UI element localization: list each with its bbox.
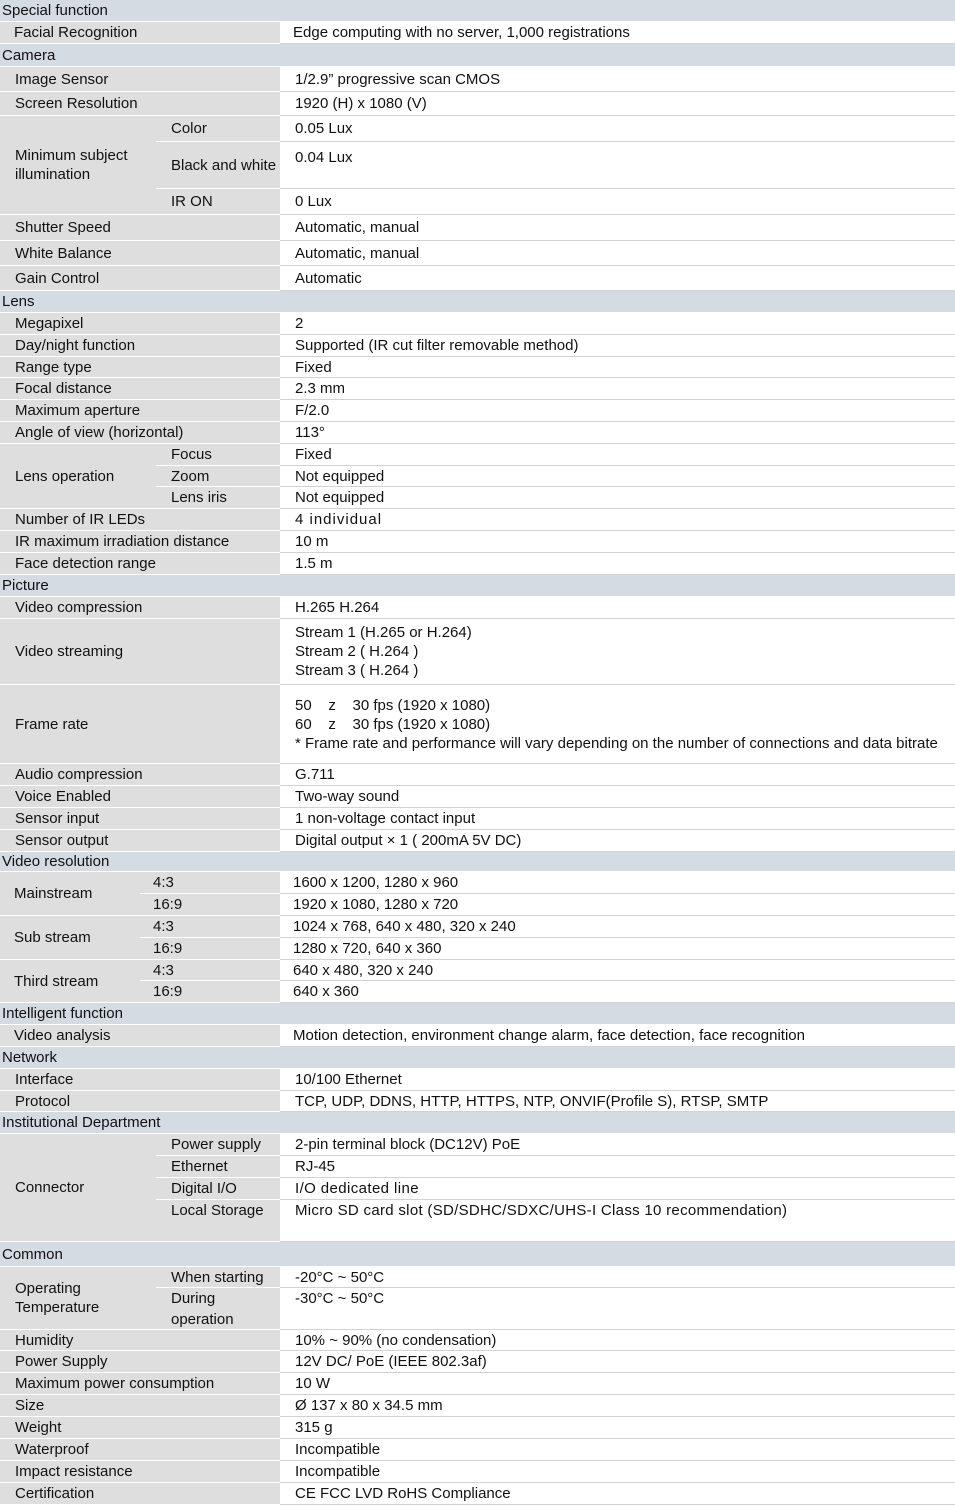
value-maximum-power-consumption: 10 W — [280, 1373, 955, 1395]
value-color: 0.05 Lux — [280, 116, 955, 142]
label-size: Size — [0, 1395, 280, 1417]
label-video-compression: Video compression — [0, 597, 280, 619]
frame-rate-50: 50 z 30 fps (1920 x 1080) — [295, 696, 491, 714]
value-focal-distance: 2.3 mm — [280, 378, 955, 400]
stream-2: Stream 2 ( H.264 ) — [295, 643, 419, 660]
section-header-video-resolution: Video resolution — [0, 852, 955, 872]
value-mainstream-16-9: 1920 x 1080, 1280 x 720 — [280, 894, 955, 916]
value-number-of-ir-leds: 4 individual — [280, 509, 955, 531]
label-day-night-function: Day/night function — [0, 335, 280, 357]
label-shutter-speed: Shutter Speed — [0, 215, 280, 241]
label-humidity: Humidity — [0, 1330, 280, 1351]
sublabel-focus: Focus — [156, 444, 280, 466]
value-when-starting: -20°C ~ 50°C — [280, 1267, 955, 1288]
label-maximum-aperture: Maximum aperture — [0, 400, 280, 422]
value-video-compression: H.265 H.264 — [280, 597, 955, 619]
value-black-and-white: 0.04 Lux — [280, 142, 955, 189]
ratio-sub-stream-16-9: 16:9 — [140, 938, 280, 960]
value-maximum-aperture: F/2.0 — [280, 400, 955, 422]
label-sensor-output: Sensor output — [0, 830, 280, 852]
value-screen-resolution: 1920 (H) x 1080 (V) — [280, 92, 955, 116]
value-gain-control: Automatic — [280, 266, 955, 291]
value-face-detection-range: 1.5 m — [280, 553, 955, 575]
sublabel-digital-io: Digital I/O — [156, 1178, 280, 1200]
value-sub-stream-16-9: 1280 x 720, 640 x 360 — [280, 938, 955, 960]
sublabel-when-starting: When starting — [156, 1267, 280, 1288]
sublabel-ir-on: IR ON — [156, 189, 280, 215]
value-ethernet: RJ-45 — [280, 1156, 955, 1178]
label-gain-control: Gain Control — [0, 266, 280, 291]
label-ir-irradiation-distance: IR maximum irradiation distance — [0, 531, 280, 553]
label-minimum-subject-illumination: Minimum subject illumination — [0, 116, 156, 215]
label-facial-recognition: Facial Recognition — [0, 22, 280, 44]
label-focal-distance: Focal distance — [0, 378, 280, 400]
label-mainstream: Mainstream — [0, 872, 140, 916]
section-header-institutional-department: Institutional Department — [0, 1112, 955, 1134]
value-during-operation: -30°C ~ 50°C — [280, 1288, 955, 1330]
label-third-stream: Third stream — [0, 960, 140, 1003]
sublabel-power-supply: Power supply — [156, 1134, 280, 1156]
value-ir-irradiation-distance: 10 m — [280, 531, 955, 553]
value-ir-on: 0 Lux — [280, 189, 955, 215]
frame-rate-60: 60 z 30 fps (1920 x 1080) — [295, 715, 491, 733]
value-lens-iris: Not equipped — [280, 487, 955, 509]
label-maximum-power-consumption: Maximum power consumption — [0, 1373, 280, 1395]
label-frame-rate: Frame rate — [0, 685, 280, 764]
label-lens-operation: Lens operation — [0, 444, 156, 509]
value-digital-io: I/O dedicated line — [280, 1178, 955, 1200]
label-voice-enabled: Voice Enabled — [0, 786, 280, 808]
ratio-mainstream-4-3: 4:3 — [140, 872, 280, 894]
sublabel-ethernet: Ethernet — [156, 1156, 280, 1178]
label-connector: Connector — [0, 1134, 156, 1242]
stream-1: Stream 1 (H.265 or H.264) — [295, 624, 472, 641]
stream-3: Stream 3 ( H.264 ) — [295, 662, 419, 679]
frame-rate-note: * Frame rate and performance will vary depending on the number of connections and data bitrate — [295, 734, 938, 752]
label-sub-stream: Sub stream — [0, 916, 140, 960]
label-white-balance: White Balance — [0, 241, 280, 266]
label-number-of-ir-leds: Number of IR LEDs — [0, 509, 280, 531]
value-size: Ø 137 x 80 x 34.5 mm — [280, 1395, 955, 1417]
value-sensor-input: 1 non-voltage contact input — [280, 808, 955, 830]
sublabel-zoom: Zoom — [156, 466, 280, 487]
label-certification: Certification — [0, 1483, 280, 1505]
sublabel-local-storage: Local Storage — [156, 1200, 280, 1242]
label-video-streaming: Video streaming — [0, 619, 280, 685]
value-zoom: Not equipped — [280, 466, 955, 487]
value-range-type: Fixed — [280, 357, 955, 378]
value-megapixel: 2 — [280, 313, 955, 335]
section-header-network: Network — [0, 1047, 955, 1069]
value-weight: 315 g — [280, 1417, 955, 1439]
value-video-streaming — [280, 619, 955, 685]
value-third-stream-4-3: 640 x 480, 320 x 240 — [280, 960, 955, 981]
ratio-sub-stream-4-3: 4:3 — [140, 916, 280, 938]
value-power-supply-common: 12V DC/ PoE (IEEE 802.3af) — [280, 1351, 955, 1373]
sublabel-lens-iris: Lens iris — [156, 487, 280, 509]
section-header-common: Common — [0, 1242, 955, 1267]
ratio-mainstream-16-9: 16:9 — [140, 894, 280, 916]
ratio-third-stream-4-3: 4:3 — [140, 960, 280, 981]
label-operating-temperature: Operating Temperature — [0, 1267, 156, 1330]
value-day-night-function: Supported (IR cut filter removable method) — [280, 335, 955, 357]
value-frame-rate — [280, 685, 955, 764]
value-video-analysis: Motion detection, environment change alarm, face detection, face recognition — [280, 1025, 955, 1047]
label-audio-compression: Audio compression — [0, 764, 280, 786]
sublabel-color: Color — [156, 116, 280, 142]
label-video-analysis: Video analysis — [0, 1025, 280, 1047]
value-white-balance: Automatic, manual — [280, 241, 955, 266]
label-protocol: Protocol — [0, 1091, 280, 1112]
sublabel-black-and-white: Black and white — [156, 142, 280, 189]
value-sub-stream-4-3: 1024 x 768, 640 x 480, 320 x 240 — [280, 916, 955, 938]
value-interface: 10/100 Ethernet — [280, 1069, 955, 1091]
label-screen-resolution: Screen Resolution — [0, 92, 280, 116]
value-mainstream-4-3: 1600 x 1200, 1280 x 960 — [280, 872, 955, 894]
value-protocol: TCP, UDP, DDNS, HTTP, HTTPS, NTP, ONVIF(Profile S), RTSP, SMTP — [280, 1091, 955, 1112]
ratio-third-stream-16-9: 16:9 — [140, 981, 280, 1003]
value-voice-enabled: Two-way sound — [280, 786, 955, 808]
value-image-sensor: 1/2.9” progressive scan CMOS — [280, 67, 955, 92]
label-power-supply-common: Power Supply — [0, 1351, 280, 1373]
value-power-supply: 2-pin terminal block (DC12V) PoE — [280, 1134, 955, 1156]
value-certification: CE FCC LVD RoHS Compliance — [280, 1483, 955, 1505]
value-audio-compression: G.711 — [280, 764, 955, 786]
label-waterproof: Waterproof — [0, 1439, 280, 1461]
section-header-picture: Picture — [0, 575, 955, 597]
label-sensor-input: Sensor input — [0, 808, 280, 830]
value-waterproof: Incompatible — [280, 1439, 955, 1461]
value-shutter-speed: Automatic, manual — [280, 215, 955, 241]
value-focus: Fixed — [280, 444, 955, 466]
value-sensor-output: Digital output × 1 ( 200mA 5V DC) — [280, 830, 955, 852]
value-angle-of-view: 113° — [280, 422, 955, 444]
section-header-lens: Lens — [0, 291, 955, 313]
label-angle-of-view: Angle of view (horizontal) — [0, 422, 280, 444]
label-interface: Interface — [0, 1069, 280, 1091]
label-megapixel: Megapixel — [0, 313, 280, 335]
sublabel-during-operation: During operation — [156, 1288, 280, 1330]
label-weight: Weight — [0, 1417, 280, 1439]
value-impact-resistance: Incompatible — [280, 1461, 955, 1483]
label-range-type: Range type — [0, 357, 280, 378]
value-facial-recognition: Edge computing with no server, 1,000 registrations — [280, 22, 955, 44]
value-local-storage: Micro SD card slot (SD/SDHC/SDXC/UHS-I Class 10 recommendation) — [280, 1200, 955, 1242]
section-header-camera: Camera — [0, 44, 955, 67]
value-humidity: 10% ~ 90% (no condensation) — [280, 1330, 955, 1351]
label-impact-resistance: Impact resistance — [0, 1461, 280, 1483]
value-third-stream-16-9: 640 x 360 — [280, 981, 955, 1003]
section-header-special-function: Special function — [0, 0, 955, 22]
label-image-sensor: Image Sensor — [0, 67, 280, 92]
label-face-detection-range: Face detection range — [0, 553, 280, 575]
section-header-intelligent-function: Intelligent function — [0, 1003, 955, 1025]
